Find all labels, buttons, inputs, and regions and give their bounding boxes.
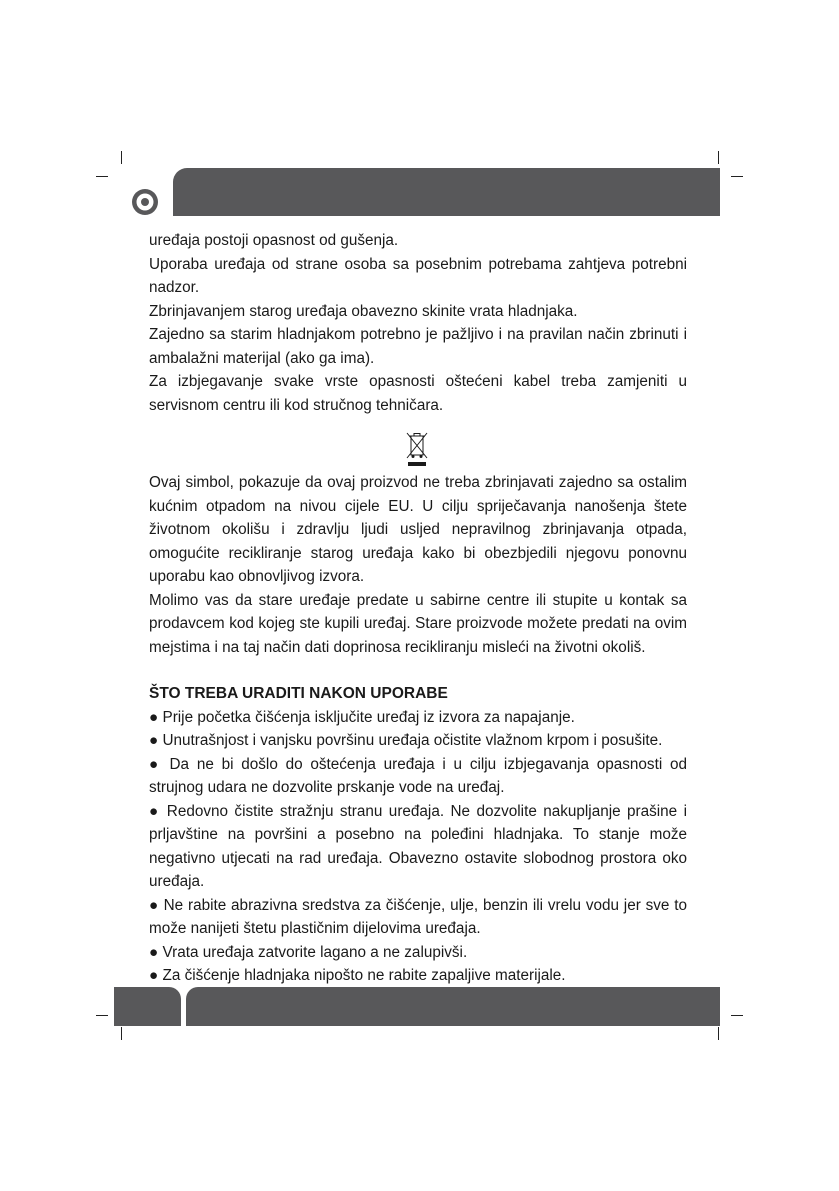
list-item: ● Vrata uređaja zatvorite lagano a ne zalupivši. [149,943,468,961]
crop-mark [96,1015,108,1016]
crop-mark [731,1015,743,1016]
brand-logo-icon [130,186,162,218]
paragraph: Ovaj simbol, pokazuje da ovaj proizvod ne treba zbrinjavati zajedno sa ostalim kućnim otpadom na nivou cijele EU. U cilju spriječavanja nanošenja štete životnom okolišu i zdravlju ljudi usljed nepravilnog zbrinjavanja otpada, omogućite recikliranje starog uređaja kako bi obezbjedili njegovu ponovnu uporabu kao obnovljivog izvora. [149,474,687,585]
list-item: ● Da ne bi došlo do oštećenja uređaja i u cilju izbjegavanja opasnosti od strujnog udara ne dozvolite prskanje vode na uređaj. [149,755,687,796]
paragraph: Uporaba uređaja od strane osoba sa posebnim potrebama zahtjeva potrebni nadzor. [149,255,687,296]
list-item: ● Ne rabite abrazivna sredstva za čišćenje, ulje, benzin ili vrelu vodu jer sve to može nanijeti štetu plastičnim dijelovima uređaja. [149,896,687,937]
paragraph: Za izbjegavanje svake vrste opasnosti oštećeni kabel treba zamjeniti u servisnom centru ili kod stručnog tehničara. [149,373,687,414]
header-bar [173,168,720,216]
bullet-list [149,706,687,988]
page-content [149,229,687,988]
crop-mark [121,151,122,164]
crop-mark [121,1027,122,1040]
paragraph: Zbrinjavanjem starog uređaja obavezno skinite vrata hladnjaka. [149,302,578,320]
list-item: ● Za čišćenje hladnjaka nipošto ne rabite zapaljive materijale. [149,967,566,984]
crop-mark [718,151,719,164]
paragraph: Molimo vas da stare uređaje predate u sabirne centre ili stupite u kontak sa prodavcem kod kojeg ste kupili uređaj. Stare proizvode možete predati na ovim mejstima i na taj način dati doprinosa recikliranju misleći na životni okoliš. [149,591,687,656]
list-item: ● Unutrašnjost i vanjsku površinu uređaja očistite vlažnom krpom i posušite. [149,732,663,749]
footer-bar [186,987,720,1026]
weee-symbol [149,431,687,463]
list-item: ● Redovno čistite stražnju stranu uređaja. Ne dozvolite nakupljanje prašine i prljavštine na površini a posebno na poleđini hladnjaka. To stanje može negativno utjecati na rad uređaja. Obavezno ostavite slobodnog prostora oko uređaja. [149,802,687,890]
paragraph: Zajedno sa starim hladnjakom potrebno je pažljivo i na pravilan način zbrinuti i ambalažni materijal (ako ga ima). [149,326,687,367]
paragraph: uređaja postoji opasnost od gušenja. [149,232,399,249]
footer-page-tab [114,987,181,1026]
section-title: ŠTO TREBA URADITI NAKON UPORABE [149,685,448,702]
list-item: ● Prije početka čišćenja isključite uređaj iz izvora za napajanje. [149,708,575,726]
crossed-bin-icon [402,431,432,467]
crop-mark [731,176,743,177]
crop-mark [718,1027,719,1040]
crop-mark [96,176,108,177]
